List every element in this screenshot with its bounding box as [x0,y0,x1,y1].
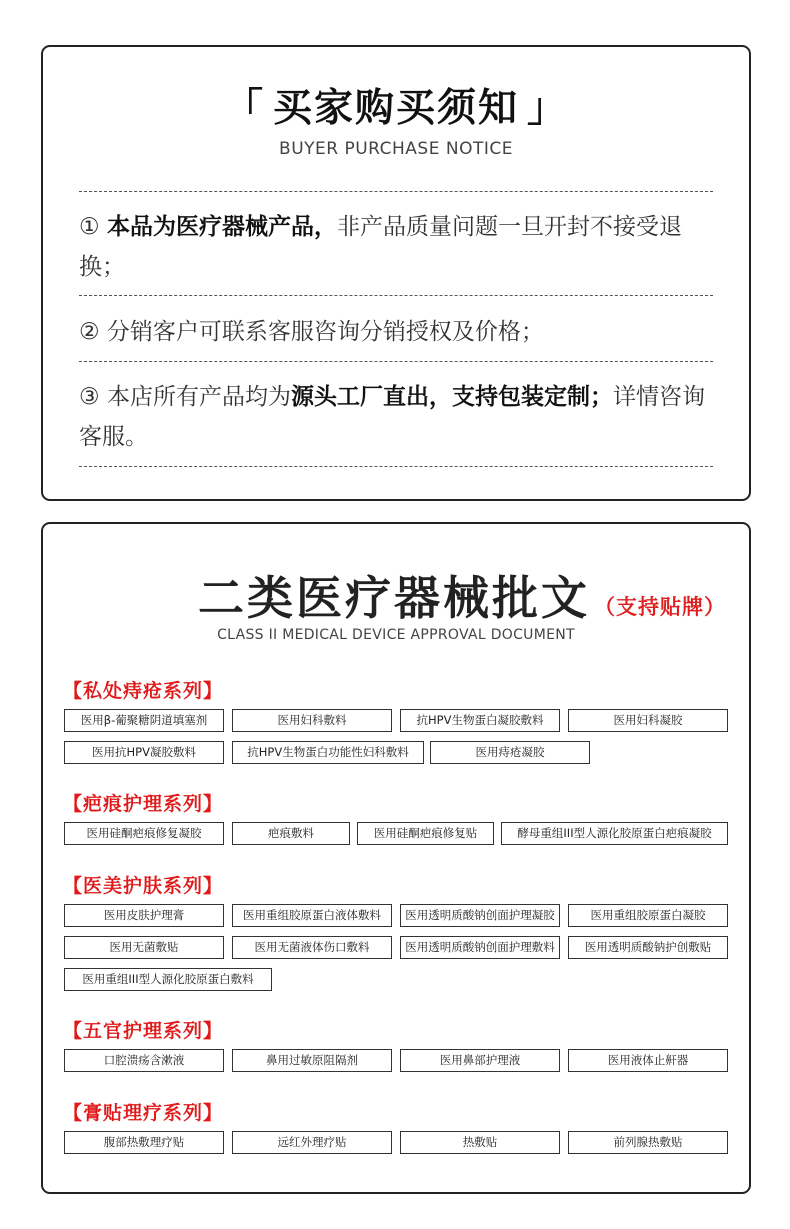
divider [79,295,713,296]
notice-title [43,77,749,133]
product-tag: 鼻用过敏原阻隔剂 [232,1049,392,1072]
product-tag: 热敷贴 [400,1131,560,1154]
notice-item-2: ② 分销客户可联系客服咨询分销授权及价格； [79,319,544,345]
item-number: ① [79,214,100,240]
series-title: 【私处痔疮系列】 [63,680,224,702]
product-tag: 医用重组胶原蛋白凝胶 [568,904,728,927]
product-tag: 远红外理疗贴 [232,1131,392,1154]
item-1-text: 非产品质量问题一旦开封不接受退换； [79,214,682,280]
product-tag: 医用痔疮凝胶 [430,741,590,764]
product-tag: 医用妇科敷料 [232,709,392,732]
item-1-emphasis: 本品为医疗器械产品， [106,214,337,240]
item-3-text-b: 详情咨询客服。 [79,384,705,450]
product-tag: 抗HPV生物蛋白功能性妇科敷料 [232,741,424,764]
product-tag: 医用透明质酸钠护创敷贴 [568,936,728,959]
product-tag: 医用透明质酸钠创面护理凝胶 [400,904,560,927]
approval-documents-panel [41,522,751,1194]
divider [79,191,713,192]
product-tag: 口腔溃疡含漱液 [64,1049,224,1072]
approval-title-text: 二类医疗器械批文 [198,571,590,625]
product-tag: 医用硅酮疤痕修复凝胶 [64,822,224,845]
product-tag: 抗HPV生物蛋白凝胶敷料 [400,709,560,732]
item-3-emphasis: 源头工厂直出，支持包装定制； [290,384,613,410]
product-tag: 医用重组胶原蛋白液体敷料 [232,904,392,927]
notice-title-text: 买家购买须知 [272,86,519,131]
series-title: 【疤痕护理系列】 [63,793,224,815]
product-tag: 腹部热敷理疗贴 [64,1131,224,1154]
product-tag: 医用透明质酸钠创面护理敷料 [400,936,560,959]
product-tag: 医用β-葡聚糖阴道填塞剂 [64,709,224,732]
product-tag: 前列腺热敷贴 [568,1131,728,1154]
notice-item-1 [79,207,717,287]
approval-subtitle: CLASS II MEDICAL DEVICE APPROVAL DOCUMENT [217,627,575,643]
item-3-text-a: 本店所有产品均为 [106,384,291,410]
product-tag: 医用液体止鼾器 [568,1049,728,1072]
series-title: 【膏贴理疗系列】 [63,1102,224,1124]
product-tag: 疤痕敷料 [232,822,350,845]
divider [79,466,713,467]
product-tag: 医用妇科凝胶 [568,709,728,732]
product-tag: 医用抗HPV凝胶敷料 [64,741,224,764]
series-title: 【五官护理系列】 [63,1020,224,1042]
product-tag: 医用硅酮疤痕修复贴 [357,822,494,845]
item-number: ③ [79,384,100,410]
product-tag: 医用无菌敷贴 [64,936,224,959]
product-tag: 酵母重组III型人源化胶原蛋白疤痕凝胶 [501,822,728,845]
product-tag: 医用无菌液体伤口敷料 [232,936,392,959]
title-bracket-open: 「 [223,86,265,131]
series-title: 【医美护肤系列】 [63,875,224,897]
product-tag: 医用鼻部护理液 [400,1049,560,1072]
product-tag: 医用重组III型人源化胶原蛋白敷料 [64,968,272,991]
product-tag: 医用皮肤护理膏 [64,904,224,927]
title-bracket-close: 」 [527,86,569,131]
divider [79,361,713,362]
purchase-notice-panel [41,45,751,501]
notice-subtitle: BUYER PURCHASE NOTICE [279,139,513,159]
oem-support-note: （支持贴牌） [594,595,726,619]
notice-item-3 [79,377,717,457]
approval-title [198,562,726,628]
